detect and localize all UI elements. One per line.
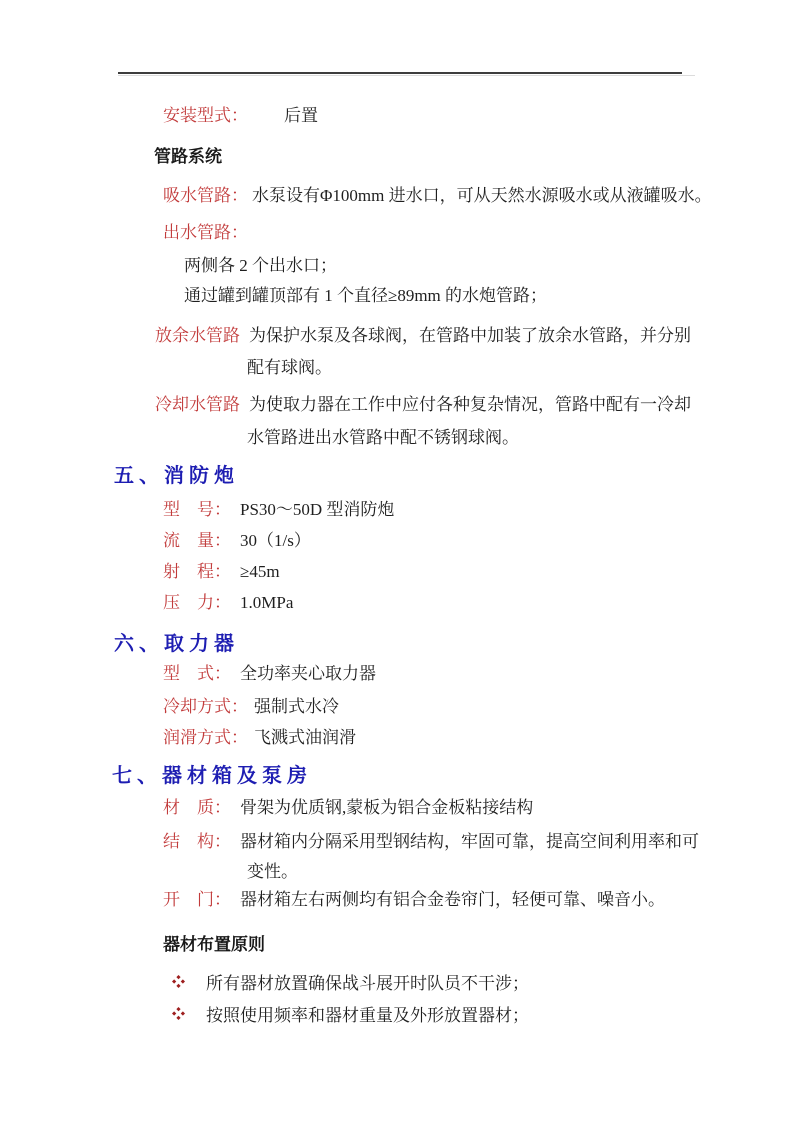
box-material-label: 材 质：: [163, 798, 231, 817]
suction-pipe-value: 水泵设有Φ100mm 进水口，可从天然水源吸水或从液罐吸水。: [252, 186, 712, 205]
box-material-row: [163, 798, 533, 818]
cannon-model-value: PS30～50D 型消防炮: [240, 500, 395, 519]
diamond-bullet-icon: [172, 1007, 185, 1020]
principle-text-1: 所有器材放置确保战斗展开时队员不干涉；: [206, 974, 529, 993]
header-rule: [118, 72, 682, 74]
piping-system-heading: 管路系统: [154, 147, 222, 166]
install-type-value: 后置: [284, 106, 318, 125]
pto-type-label: 型 式：: [163, 664, 231, 683]
pto-cooling-label: 冷却方式：: [163, 697, 248, 716]
pto-lubrication-label: 润滑方式：: [163, 728, 248, 747]
cannon-pressure-row: [163, 593, 293, 613]
principle-item-2: [172, 1001, 529, 1026]
suction-pipe-label: 吸水管路：: [163, 186, 248, 205]
suction-pipe-row: [163, 186, 712, 206]
box-door-row: [163, 890, 665, 910]
box-door-label: 开 门：: [163, 890, 231, 909]
cannon-flow-value: 30（1/s）: [240, 531, 311, 550]
box-door-value: 器材箱左右两侧均有铝合金卷帘门，轻便可靠、噪音小。: [240, 890, 665, 909]
pto-cooling-value: 强制式水冷: [254, 697, 339, 716]
cooling-pipe-text-line2: 水管路进出水管路中配不锈钢球阀。: [247, 428, 519, 447]
principle-text-2: 按照使用频率和器材重量及外形放置器材；: [206, 1006, 529, 1025]
header-rule-shadow: [118, 75, 695, 76]
box-structure-label: 结 构：: [163, 832, 231, 851]
pto-type-value: 全功率夹心取力器: [240, 664, 376, 683]
discharge-item-2: 通过罐到罐顶部有 1 个直径≥89mm 的水炮管路；: [184, 286, 548, 305]
cooling-pipe-label: 冷却水管路: [155, 395, 240, 414]
pto-cooling-row: [163, 697, 339, 717]
cannon-pressure-value: 1.0MPa: [240, 593, 294, 612]
section-5-heading: 五、消防炮: [114, 465, 239, 487]
cannon-flow-row: [163, 531, 311, 551]
cannon-model-row: [163, 500, 394, 520]
principle-item-1: [172, 969, 529, 994]
section-6-heading: 六、取力器: [114, 633, 239, 655]
pto-lubrication-value: 飞溅式油润滑: [254, 728, 356, 747]
drain-pipe-label: 放余水管路: [155, 326, 240, 345]
diamond-bullet-icon: [172, 975, 185, 988]
discharge-item-1: 两侧各 2 个出水口；: [184, 256, 337, 275]
section-7-heading: 七、器材箱及泵房: [112, 765, 312, 787]
layout-principles-heading: 器材布置原则: [163, 935, 265, 954]
discharge-pipe-label: 出水管路：: [163, 223, 248, 242]
drain-pipe-text-line2: 配有球阀。: [247, 358, 332, 377]
pto-type-row: [163, 664, 376, 684]
cannon-model-label: 型 号：: [163, 500, 231, 519]
cannon-range-row: [163, 562, 280, 582]
box-structure-value-line1: 器材箱内分隔采用型钢结构，牢固可靠，提高空间利用率和可: [240, 832, 699, 851]
cooling-pipe-text-line1: 为使取力器在工作中应付各种复杂情况，管路中配有一冷却: [249, 395, 691, 414]
cannon-pressure-label: 压 力：: [163, 593, 231, 612]
install-type-row: [163, 106, 318, 126]
box-structure-value-line2: 变性。: [247, 862, 298, 881]
drain-pipe-row: [155, 326, 691, 346]
cannon-range-label: 射 程：: [163, 562, 231, 581]
box-material-value: 骨架为优质钢,蒙板为铝合金板粘接结构: [240, 798, 534, 817]
box-structure-row: [163, 832, 699, 852]
pto-lubrication-row: [163, 728, 356, 748]
cannon-range-value: ≥45m: [240, 562, 280, 581]
install-type-label: 安装型式：: [163, 106, 248, 125]
cannon-flow-label: 流 量：: [163, 531, 231, 550]
drain-pipe-text-line1: 为保护水泵及各球阀，在管路中加装了放余水管路，并分别: [249, 326, 691, 345]
cooling-pipe-row: [155, 395, 691, 415]
